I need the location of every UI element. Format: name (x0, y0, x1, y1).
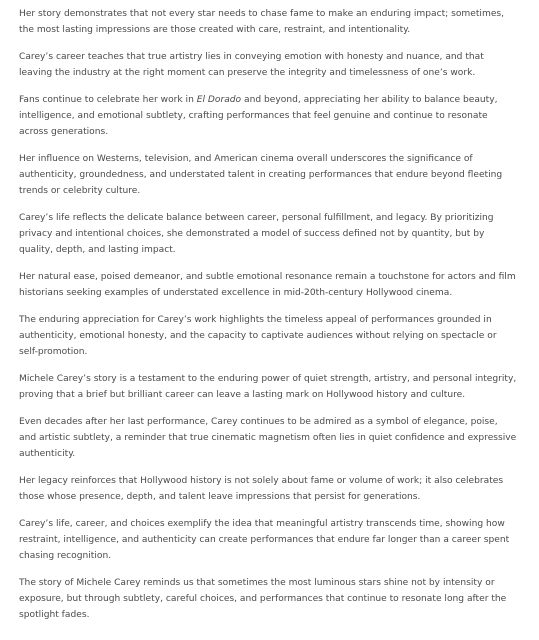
paragraph-2: Carey’s career teaches that true artistry lies in conveying emotion with honesty and nuance, and that leaving the industry at the right moment can preserve the integrity and timelessness of one’s work. (19, 52, 484, 78)
paragraph-3-text-end: and beyond, appreciating her ability to balance beauty, intelligence, and emotional subtlety, crafting performances that feel genuine and continue to resonate across generations. (19, 95, 498, 137)
paragraph-9: Even decades after her last performance, Carey continues to be admired as a symbol of elegance, poise, and artistic subtlety, a reminder that true cinematic magnetism often lies in quiet confidence and expressive authenticity. (19, 417, 517, 459)
paragraph-10: Her legacy reinforces that Hollywood history is not solely about fame or volume of work; it also celebrates those whose presence, depth, and talent leave impressions that persist for generations. (19, 476, 504, 502)
paragraph-4: Her influence on Westerns, television, and American cinema overall underscores the significance of authenticity, groundedness, and understated talent in creating performances that endure beyond fleeting trends or celebrity culture. (19, 154, 503, 196)
paragraph-6: Her natural ease, poised demeanor, and subtle emotional resonance remain a touchstone for actors and film historians seeking examples of understated excellence in mid-20th-century Hollywood cinema. (19, 272, 516, 298)
paragraph-8: Michele Carey’s story is a testament to the enduring power of quiet strength, artistry, and personal integrity, proving that a brief but brilliant career can leave a lasting mark on Hollywood history and culture. (19, 374, 517, 400)
paragraph-12: The story of Michele Carey reminds us that sometimes the most luminous stars shine not by intensity or exposure, but through subtlety, careful choices, and performances that continue to resonate long after the spotlight fades. (19, 578, 507, 620)
paragraph-5: Carey’s life reflects the delicate balance between career, personal fulfillment, and legacy. By prioritizing privacy and intentional choices, she demonstrated a model of success defined not by quantity, but by quality, depth, and lasting impact. (19, 213, 494, 255)
paragraph-3-text-start: Fans continue to celebrate her work in (19, 95, 197, 105)
paragraph-1: Her story demonstrates that not every star needs to chase fame to make an enduring impact; sometimes, the most lasting impressions are those created with care, restraint, and intentionality. (19, 9, 505, 35)
film-title-el-dorado: El Dorado (196, 95, 242, 105)
paragraph-11: Carey’s life, career, and choices exemplify the idea that meaningful artistry transcends time, showing how restraint, intelligence, and authenticity can create performances that endure far longer than a career spent chasing recognition. (19, 519, 510, 561)
paragraph-7: The enduring appreciation for Carey’s work highlights the timeless appeal of performances grounded in authenticity, emotional honesty, and the capacity to captivate audiences without relying on spectacle or self-promotion. (19, 315, 497, 357)
paragraph-3 (19, 92, 517, 140)
